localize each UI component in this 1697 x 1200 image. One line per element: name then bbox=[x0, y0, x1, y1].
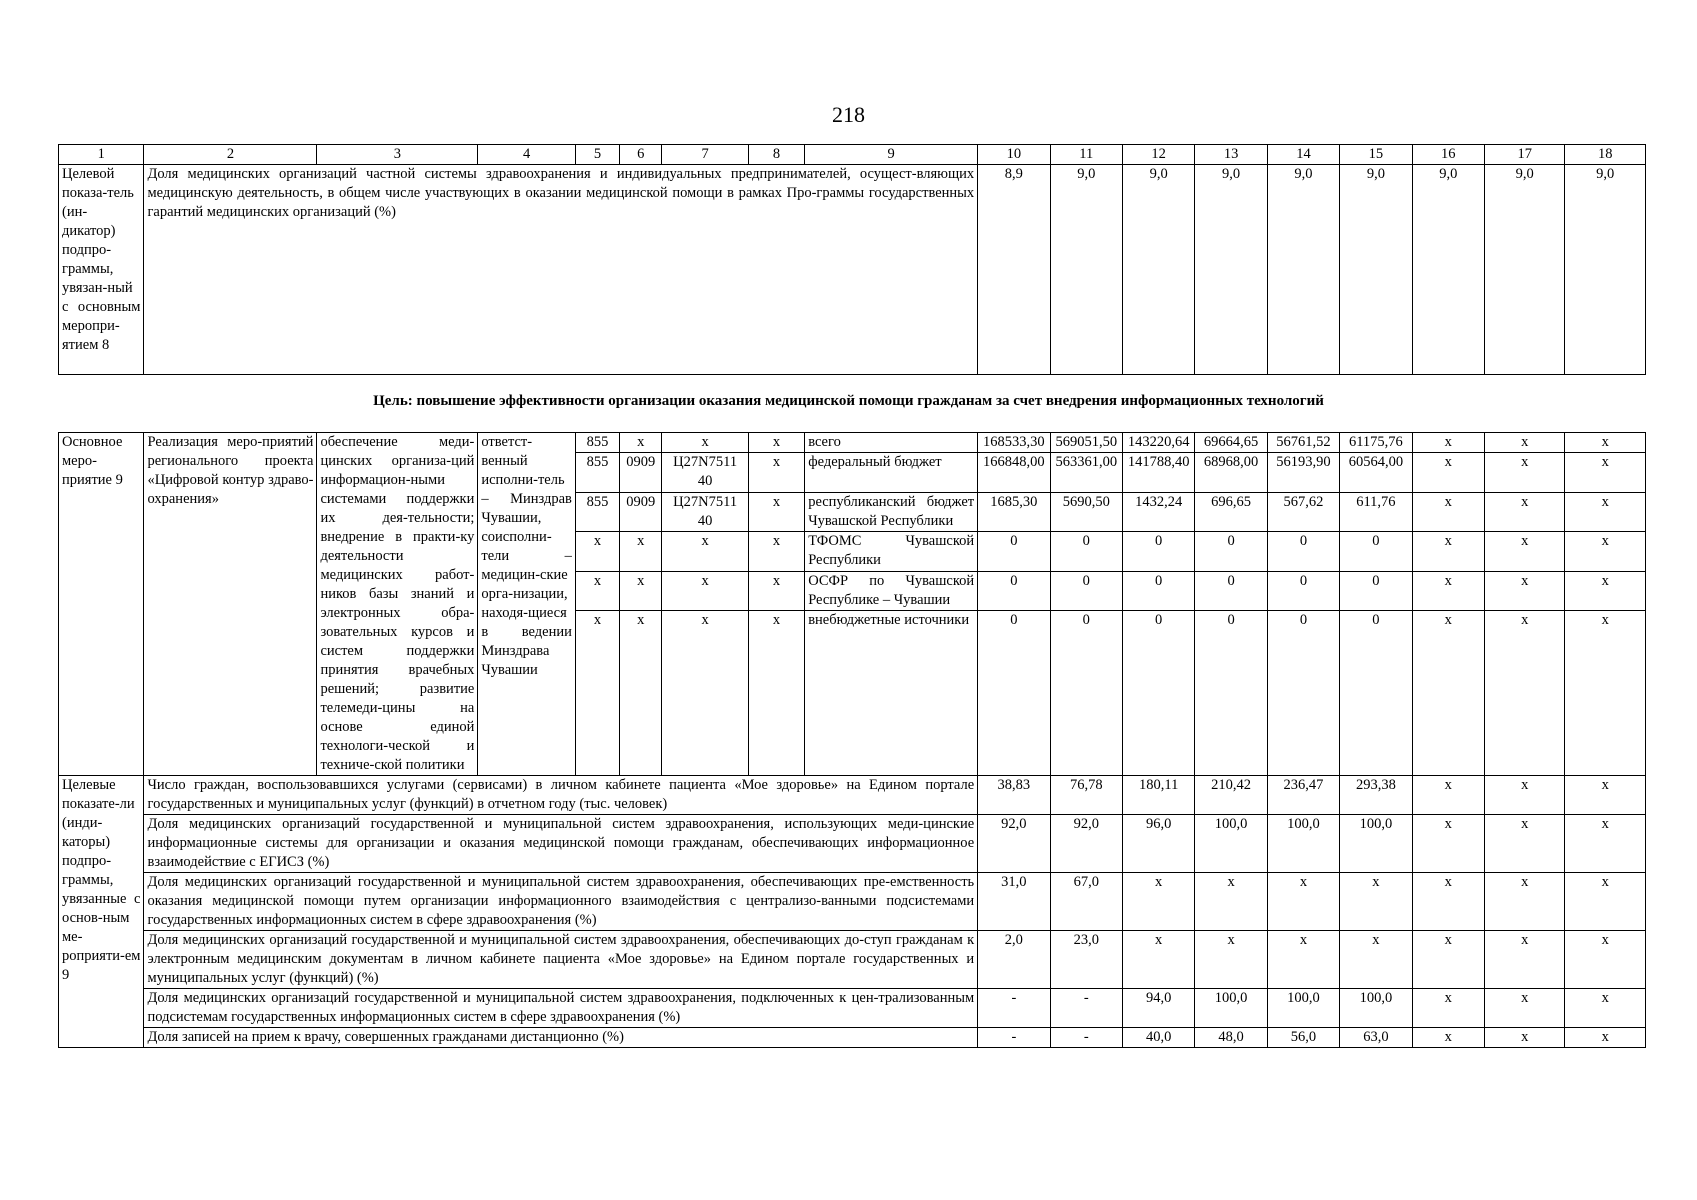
value-cell: х bbox=[1485, 776, 1565, 815]
value-cell: 0 bbox=[1195, 571, 1267, 610]
header-cell: 15 bbox=[1340, 145, 1412, 165]
value-cell: х bbox=[1412, 453, 1484, 492]
value-cell: 56761,52 bbox=[1267, 433, 1339, 453]
event-label: Основное меро-приятие 9 bbox=[59, 433, 144, 776]
value-cell: х bbox=[1412, 776, 1484, 815]
value-cell: х bbox=[1485, 492, 1565, 531]
code-cell: х bbox=[620, 532, 662, 571]
value-cell: 100,0 bbox=[1195, 815, 1267, 873]
value-cell: - bbox=[978, 1028, 1050, 1048]
code-cell: 855 bbox=[575, 433, 619, 453]
value-cell: х bbox=[1565, 776, 1646, 815]
header-cell: 5 bbox=[575, 145, 619, 165]
funding-source: республиканский бюджет Чувашской Республики bbox=[805, 492, 978, 531]
value-cell: 0 bbox=[1267, 532, 1339, 571]
value-cell: х bbox=[1565, 989, 1646, 1028]
code-cell: 855 bbox=[575, 492, 619, 531]
code-cell: х bbox=[575, 611, 619, 776]
code-cell: 0909 bbox=[620, 453, 662, 492]
indicator-row bbox=[59, 776, 1646, 815]
code-cell: х bbox=[620, 611, 662, 776]
value-cell: х bbox=[1565, 453, 1646, 492]
header-cell: 14 bbox=[1267, 145, 1339, 165]
value-cell: 56193,90 bbox=[1267, 453, 1339, 492]
indicator-text: Доля медицинских организаций частной системы здравоохранения и индивидуальных предпринимателей, осущест-вляющих медицинскую деятельность, в общем числе участвующих в оказании медицинской помощи в рамках Про-граммы государственных гарантий медицинских организаций (%) bbox=[144, 165, 978, 375]
value-cell: х bbox=[1412, 873, 1484, 931]
value-cell: х bbox=[1122, 931, 1194, 989]
header-cell: 18 bbox=[1565, 145, 1646, 165]
header-cell: 16 bbox=[1412, 145, 1484, 165]
value-cell: х bbox=[1485, 433, 1565, 453]
indicator-label: Целевой показа-тель (ин-дикатор) подпро-граммы, увязан-ный с основным меропри-ятием 8 bbox=[59, 165, 144, 375]
code-cell: х bbox=[662, 611, 748, 776]
value-cell: 9,0 bbox=[1195, 165, 1267, 375]
value-cell: х bbox=[1485, 532, 1565, 571]
header-cell: 12 bbox=[1122, 145, 1194, 165]
value-cell: - bbox=[1050, 989, 1122, 1028]
value-cell: 0 bbox=[1340, 611, 1412, 776]
value-cell: х bbox=[1340, 931, 1412, 989]
value-cell: 100,0 bbox=[1267, 815, 1339, 873]
funding-source: внебюджетные источники bbox=[805, 611, 978, 776]
value-cell: х bbox=[1412, 571, 1484, 610]
value-cell: 5690,50 bbox=[1050, 492, 1122, 531]
header-cell: 7 bbox=[662, 145, 748, 165]
value-cell: х bbox=[1565, 611, 1646, 776]
header-cell: 10 bbox=[978, 145, 1050, 165]
value-cell: х bbox=[1267, 873, 1339, 931]
value-cell: 569051,50 bbox=[1050, 433, 1122, 453]
event-row bbox=[59, 433, 1646, 453]
value-cell: 168533,30 bbox=[978, 433, 1050, 453]
funding-source: ТФОМС Чувашской Республики bbox=[805, 532, 978, 571]
event-table-9 bbox=[58, 432, 1646, 1048]
code-cell: х bbox=[748, 433, 804, 453]
value-cell: 1685,30 bbox=[978, 492, 1050, 531]
value-cell: х bbox=[1565, 873, 1646, 931]
value-cell: х bbox=[1565, 1028, 1646, 1048]
value-cell: 68968,00 bbox=[1195, 453, 1267, 492]
indicator-row bbox=[59, 931, 1646, 989]
code-cell: х bbox=[620, 433, 662, 453]
header-cell: 6 bbox=[620, 145, 662, 165]
value-cell: х bbox=[1565, 931, 1646, 989]
code-cell: Ц27N7511 40 bbox=[662, 492, 748, 531]
value-cell: 76,78 bbox=[1050, 776, 1122, 815]
value-cell: 9,0 bbox=[1340, 165, 1412, 375]
value-cell: х bbox=[1412, 1028, 1484, 1048]
value-cell: 9,0 bbox=[1122, 165, 1194, 375]
code-cell: х bbox=[748, 532, 804, 571]
value-cell: 67,0 bbox=[1050, 873, 1122, 931]
code-cell: х bbox=[662, 433, 748, 453]
value-cell: 166848,00 bbox=[978, 453, 1050, 492]
value-cell: 63,0 bbox=[1340, 1028, 1412, 1048]
value-cell: 100,0 bbox=[1267, 989, 1339, 1028]
funding-source: ОСФР по Чувашской Республике – Чувашии bbox=[805, 571, 978, 610]
value-cell: 94,0 bbox=[1122, 989, 1194, 1028]
value-cell: 0 bbox=[1122, 532, 1194, 571]
value-cell: 143220,64 bbox=[1122, 433, 1194, 453]
indicator-row bbox=[59, 815, 1646, 873]
code-cell: х bbox=[620, 571, 662, 610]
value-cell: 100,0 bbox=[1340, 989, 1412, 1028]
indicators-label: Целевые показате-ли (инди-каторы) подпро-граммы, увязанные с основ-ным ме-роприяти-ем 9 bbox=[59, 776, 144, 1048]
indicator-text: Доля медицинских организаций государственной и муниципальной систем здравоохранения, обеспечивающих до-ступ гражданам к электронным медицинским документам в личном кабинете пациента «Мое здоровье» на Едином портале государственных и муниципальных услуг (функций) (%) bbox=[144, 931, 978, 989]
value-cell: 210,42 bbox=[1195, 776, 1267, 815]
value-cell: 92,0 bbox=[978, 815, 1050, 873]
value-cell: 563361,00 bbox=[1050, 453, 1122, 492]
funding-source: всего bbox=[805, 433, 978, 453]
value-cell: х bbox=[1340, 873, 1412, 931]
value-cell: 100,0 bbox=[1340, 815, 1412, 873]
header-cell: 3 bbox=[317, 145, 478, 165]
value-cell: - bbox=[978, 989, 1050, 1028]
indicator-text: Доля медицинских организаций государственной и муниципальной систем здравоохранения, использующих меди-цинские информационные системы для организации и оказания медицинской помощи гражданам, обеспечивающих информационное взаимодействие с ЕГИСЗ (%) bbox=[144, 815, 978, 873]
value-cell: х bbox=[1565, 492, 1646, 531]
event-responsible: ответст-венный исполни-тель – Минздрав Чувашии, соисполни-тели – медицин-ские орга-низации, находя-щиеся в ведении Минздрава Чувашии bbox=[478, 433, 576, 776]
indicator-row bbox=[59, 1028, 1646, 1048]
code-cell: х bbox=[662, 571, 748, 610]
value-cell: 60564,00 bbox=[1340, 453, 1412, 492]
indicator-row bbox=[59, 165, 1646, 375]
value-cell: 0 bbox=[1050, 571, 1122, 610]
value-cell: - bbox=[1050, 1028, 1122, 1048]
indicator-text: Число граждан, воспользовавшихся услугами (сервисами) в личном кабинете пациента «Мое здоровье» на Едином портале государственных и муниципальных услуг (функций) в отчетном году (тыс. человек) bbox=[144, 776, 978, 815]
value-cell: 92,0 bbox=[1050, 815, 1122, 873]
value-cell: 9,0 bbox=[1485, 165, 1565, 375]
value-cell: 56,0 bbox=[1267, 1028, 1339, 1048]
value-cell: х bbox=[1122, 873, 1194, 931]
value-cell: х bbox=[1267, 931, 1339, 989]
value-cell: 293,38 bbox=[1340, 776, 1412, 815]
value-cell: 0 bbox=[1267, 571, 1339, 610]
value-cell: х bbox=[1485, 571, 1565, 610]
indicator-row bbox=[59, 873, 1646, 931]
header-row bbox=[59, 145, 1646, 165]
funding-source: федеральный бюджет bbox=[805, 453, 978, 492]
value-cell: х bbox=[1565, 433, 1646, 453]
value-cell: 696,65 bbox=[1195, 492, 1267, 531]
code-cell: х bbox=[575, 532, 619, 571]
value-cell: 69664,65 bbox=[1195, 433, 1267, 453]
header-cell: 11 bbox=[1050, 145, 1122, 165]
value-cell: 0 bbox=[1050, 532, 1122, 571]
header-cell: 9 bbox=[805, 145, 978, 165]
value-cell: 23,0 bbox=[1050, 931, 1122, 989]
indicator-text: Доля медицинских организаций государственной и муниципальной систем здравоохранения, подключенных к цен-трализованным подсистемам государственных информационных систем в сфере здравоохранения (%) bbox=[144, 989, 978, 1028]
value-cell: х bbox=[1485, 815, 1565, 873]
code-cell: х bbox=[748, 492, 804, 531]
value-cell: 1432,24 bbox=[1122, 492, 1194, 531]
value-cell: 567,62 bbox=[1267, 492, 1339, 531]
indicator-table-8 bbox=[58, 144, 1646, 375]
value-cell: 0 bbox=[1122, 571, 1194, 610]
value-cell: х bbox=[1195, 931, 1267, 989]
value-cell: х bbox=[1485, 611, 1565, 776]
value-cell: х bbox=[1412, 815, 1484, 873]
value-cell: 611,76 bbox=[1340, 492, 1412, 531]
code-cell: х bbox=[748, 611, 804, 776]
header-cell: 8 bbox=[748, 145, 804, 165]
value-cell: 0 bbox=[1340, 571, 1412, 610]
value-cell: 9,0 bbox=[1050, 165, 1122, 375]
value-cell: 31,0 bbox=[978, 873, 1050, 931]
indicator-text: Доля медицинских организаций государственной и муниципальной систем здравоохранения, обеспечивающих пре-емственность оказания медицинской помощи путем организации информационного взаимодействия с централизо-ванными подсистемами государственных информационных систем в сфере здравоохранения (%) bbox=[144, 873, 978, 931]
value-cell: х bbox=[1485, 1028, 1565, 1048]
page-number: 218 bbox=[832, 102, 865, 127]
header-cell: 13 bbox=[1195, 145, 1267, 165]
value-cell: 180,11 bbox=[1122, 776, 1194, 815]
event-result: обеспечение меди-цинских организа-ций информацион-ными системами поддержки их дея-тельности; внедрение в практи-ку деятельности медицинских работ-ников базы знаний и электронных обра-зовательных курсов и систем поддержки принятия врачебных решений; развитие телемеди-цины на основе единой технологи-ческой и техниче-ской политики bbox=[317, 433, 478, 776]
value-cell: х bbox=[1565, 815, 1646, 873]
value-cell: х bbox=[1485, 873, 1565, 931]
value-cell: 9,0 bbox=[1267, 165, 1339, 375]
value-cell: х bbox=[1412, 931, 1484, 989]
value-cell: х bbox=[1412, 989, 1484, 1028]
value-cell: 0 bbox=[1340, 532, 1412, 571]
value-cell: 9,0 bbox=[1565, 165, 1646, 375]
indicator-row bbox=[59, 989, 1646, 1028]
value-cell: 0 bbox=[1122, 611, 1194, 776]
header-cell: 1 bbox=[59, 145, 144, 165]
indicator-text: Доля записей на прием к врачу, совершенных гражданами дистанционно (%) bbox=[144, 1028, 978, 1048]
value-cell: х bbox=[1412, 532, 1484, 571]
code-cell: 0909 bbox=[620, 492, 662, 531]
value-cell: 0 bbox=[1050, 611, 1122, 776]
value-cell: 0 bbox=[978, 532, 1050, 571]
value-cell: 141788,40 bbox=[1122, 453, 1194, 492]
value-cell: х bbox=[1412, 433, 1484, 453]
value-cell: х bbox=[1485, 931, 1565, 989]
value-cell: 100,0 bbox=[1195, 989, 1267, 1028]
value-cell: 236,47 bbox=[1267, 776, 1339, 815]
value-cell: 0 bbox=[1195, 611, 1267, 776]
goal-heading: Цель: повышение эффективности организации оказания медицинской помощи гражданам за счет внедрения информационных технологий bbox=[373, 393, 1324, 409]
value-cell: х bbox=[1412, 611, 1484, 776]
value-cell: х bbox=[1565, 571, 1646, 610]
value-cell: 0 bbox=[978, 611, 1050, 776]
value-cell: 8,9 bbox=[978, 165, 1050, 375]
event-name: Реализация меро-приятий регионального проекта «Цифровой контур здраво-охранения» bbox=[144, 433, 317, 776]
value-cell: х bbox=[1195, 873, 1267, 931]
value-cell: 48,0 bbox=[1195, 1028, 1267, 1048]
value-cell: х bbox=[1412, 492, 1484, 531]
value-cell: 9,0 bbox=[1412, 165, 1484, 375]
value-cell: х bbox=[1485, 989, 1565, 1028]
header-cell: 17 bbox=[1485, 145, 1565, 165]
value-cell: х bbox=[1485, 453, 1565, 492]
value-cell: 0 bbox=[1195, 532, 1267, 571]
value-cell: 0 bbox=[978, 571, 1050, 610]
code-cell: х bbox=[748, 571, 804, 610]
code-cell: 855 bbox=[575, 453, 619, 492]
header-cell: 4 bbox=[478, 145, 576, 165]
value-cell: 0 bbox=[1267, 611, 1339, 776]
code-cell: Ц27N7511 40 bbox=[662, 453, 748, 492]
value-cell: 2,0 bbox=[978, 931, 1050, 989]
value-cell: 40,0 bbox=[1122, 1028, 1194, 1048]
header-cell: 2 bbox=[144, 145, 317, 165]
value-cell: 96,0 bbox=[1122, 815, 1194, 873]
code-cell: х bbox=[748, 453, 804, 492]
code-cell: х bbox=[575, 571, 619, 610]
value-cell: х bbox=[1565, 532, 1646, 571]
value-cell: 38,83 bbox=[978, 776, 1050, 815]
value-cell: 61175,76 bbox=[1340, 433, 1412, 453]
code-cell: х bbox=[662, 532, 748, 571]
